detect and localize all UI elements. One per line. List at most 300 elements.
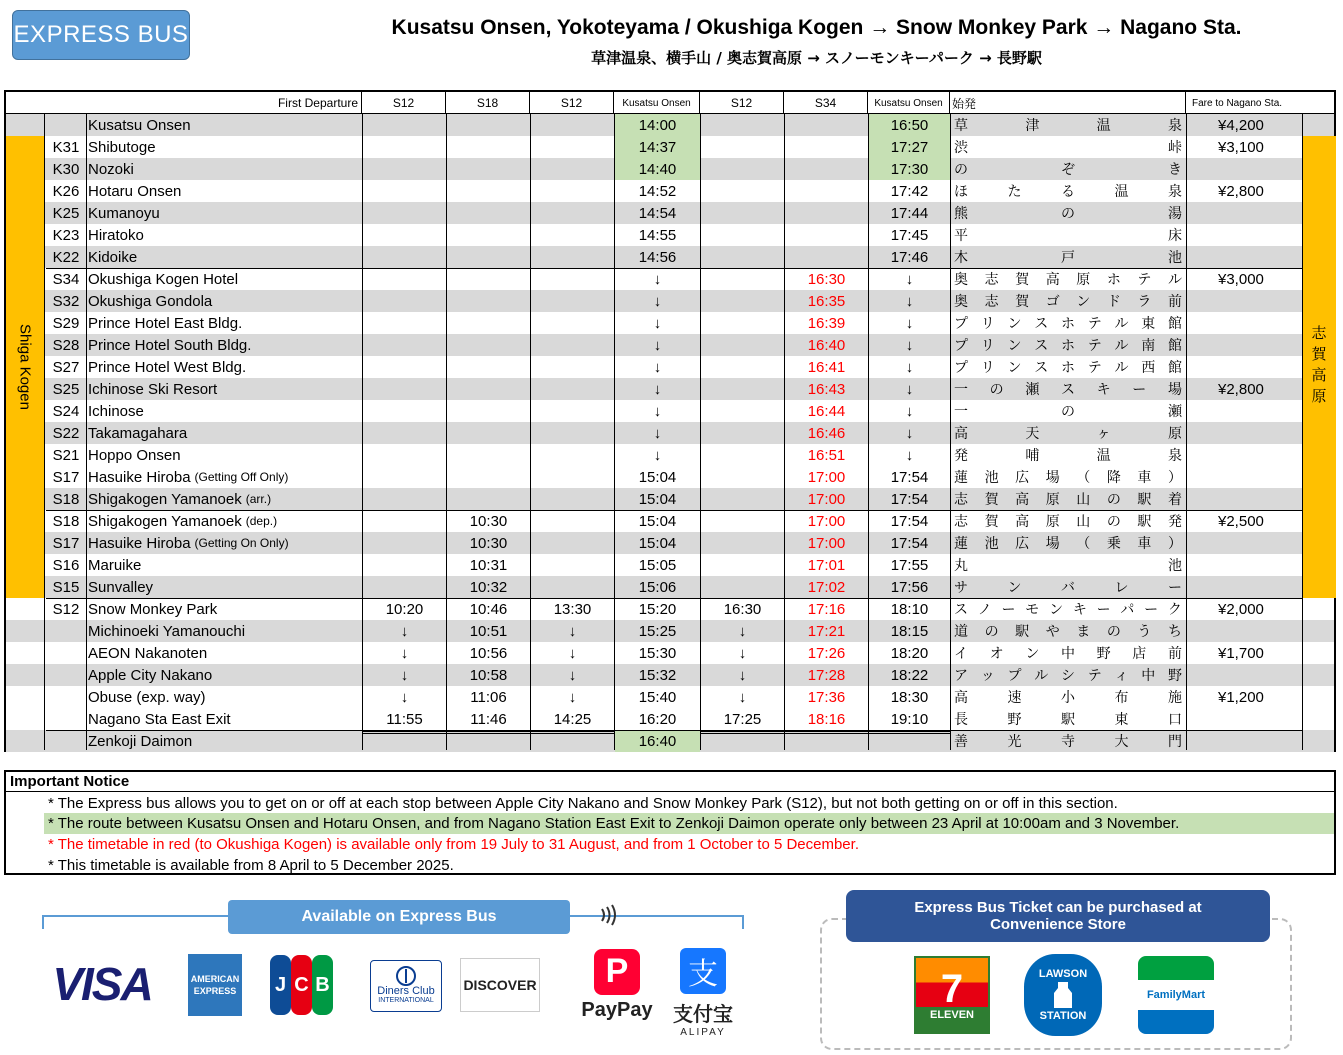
stop-name-text: Shigakogen Yamanoek — [88, 490, 242, 508]
departure-time: 11:55 — [386, 710, 423, 728]
departure-time: 17:00 — [807, 468, 846, 486]
departure-time — [785, 180, 868, 202]
departure-time: ↓ — [905, 424, 914, 442]
table-row — [6, 598, 1334, 620]
departure-time — [531, 136, 614, 158]
departure-time — [531, 444, 614, 466]
departure-time: 16:43 — [807, 380, 846, 398]
table-row — [6, 158, 1334, 180]
stop-name — [88, 510, 360, 532]
departure-time — [701, 444, 784, 466]
stop-code: S29 — [52, 314, 80, 332]
departure-time: 15:32 — [638, 666, 677, 684]
departure-time: 15:04 — [638, 490, 677, 508]
stop-code: S27 — [52, 358, 80, 376]
departure-time: 17:02 — [807, 578, 846, 596]
departure-time: 16:40 — [807, 336, 846, 354]
departure-time — [701, 246, 784, 268]
stop-name-text: Ichinose Ski Resort — [88, 380, 218, 398]
departure-time: 14:00 — [615, 114, 700, 136]
departure-time: 16:50 — [869, 114, 950, 136]
header-col-1: S12 — [362, 92, 446, 114]
stop-name-text: AEON Nakanoten — [88, 644, 208, 662]
table-row — [6, 488, 1334, 510]
departure-time — [785, 224, 868, 246]
departure-time: 15:20 — [638, 600, 677, 618]
departure-time: ↓ — [905, 380, 914, 398]
departure-time — [447, 378, 530, 400]
jcb-logo — [270, 955, 334, 1015]
departure-time: 10:30 — [469, 534, 508, 552]
stop-name-ja: ア ッ プ ル シ テ ィ 中 野 — [954, 668, 1182, 684]
stop-name-text: Prince Hotel East Bldg. — [88, 314, 243, 332]
stop-name-ja: 発 哺 温 泉 — [954, 448, 1182, 464]
departure-time — [531, 576, 614, 598]
table-row — [6, 466, 1334, 488]
departure-time — [447, 268, 530, 290]
departure-time — [701, 466, 784, 488]
departure-time: 17:42 — [890, 182, 929, 200]
departure-time: 17:21 — [807, 622, 846, 640]
table-row — [6, 114, 1334, 136]
stop-name-note: (Getting On Only) — [194, 536, 289, 550]
stop-name — [88, 466, 360, 488]
departure-time: ↓ — [400, 644, 409, 662]
stop-name — [88, 422, 360, 444]
stop-name-ja: サ ン バ レ ー — [954, 580, 1182, 596]
table-row — [6, 642, 1334, 664]
stop-name-text: Kidoike — [88, 248, 138, 266]
stop-name — [88, 532, 360, 554]
stop-name-ja: 一 の 瀬 — [954, 404, 1182, 420]
departure-time: 17:01 — [807, 556, 846, 574]
departure-time — [531, 246, 614, 268]
departure-time — [785, 246, 868, 268]
departure-time: 17:46 — [890, 248, 929, 266]
departure-time: 17:45 — [890, 226, 929, 244]
stop-name-ja: イ オ ン 中 野 店 前 — [954, 646, 1182, 662]
departure-time: 18:16 — [807, 710, 846, 728]
departure-time — [531, 378, 614, 400]
stop-name-ja: 高 天 ヶ 原 — [954, 426, 1182, 442]
stop-name-ja: 熊 の 湯 — [954, 206, 1182, 222]
alipay-mark-icon: 支 — [680, 948, 726, 994]
departure-time: 16:30 — [723, 600, 762, 618]
stop-name-text: Sunvalley — [88, 578, 154, 596]
departure-time — [531, 268, 614, 290]
stop-name-ja: 渋 峠 — [954, 140, 1182, 156]
departure-time: ↓ — [738, 666, 747, 684]
side-label-ja: 志賀高原 — [1309, 325, 1328, 409]
stop-code — [46, 730, 86, 752]
table-row — [6, 180, 1334, 202]
jcb-j: J — [270, 955, 291, 1015]
fare-value: ¥2,800 — [1218, 380, 1264, 398]
stop-name-ja: 蓮 池 広 場 （ 乗 車 ） — [954, 536, 1182, 552]
stop-name-ja: 志 賀 高 原 山 の 駅 着 — [954, 492, 1182, 508]
fare-value: ¥4,200 — [1218, 116, 1264, 134]
departure-time: 17:54 — [890, 490, 929, 508]
lawson-logo — [1024, 954, 1102, 1036]
departure-time — [701, 158, 784, 180]
stop-name-text: Okushiga Kogen Hotel — [88, 270, 239, 288]
table-row — [6, 620, 1334, 642]
departure-time: 17:56 — [890, 578, 929, 596]
departure-time — [447, 334, 530, 356]
table-row — [6, 334, 1334, 356]
stop-name-ja: 木 戸 池 — [954, 250, 1182, 266]
stop-name-ja: 一 の 瀬 ス キ ー 場 — [954, 382, 1182, 398]
stop-name — [88, 620, 360, 642]
header-first-departure: First Departure — [46, 92, 362, 114]
table-row — [6, 576, 1334, 598]
departure-time: ↓ — [905, 402, 914, 420]
departure-time: ↓ — [905, 358, 914, 376]
notice-line-1: * The Express bus allows you to get on or off at each stop between Apple City Nakano and Snow Monkey Park (S12), but not both getting on or off in this section. — [48, 795, 1118, 812]
departure-time: 16:46 — [807, 424, 846, 442]
stop-name-text: Michinoeki Yamanouchi — [88, 622, 246, 640]
table-row — [6, 444, 1334, 466]
departure-time: 14:52 — [638, 182, 677, 200]
side-band-shiga-kogen-ja — [1302, 136, 1336, 598]
stop-name — [88, 356, 360, 378]
stop-name — [88, 114, 360, 136]
stop-code — [46, 708, 86, 730]
stop-name-text: Hoppo Onsen — [88, 446, 181, 464]
departure-time: 17:27 — [869, 136, 950, 158]
stop-name-text: Hiratoko — [88, 226, 144, 244]
departure-time: 14:54 — [638, 204, 677, 222]
departure-time — [701, 576, 784, 598]
stop-name-text: Nagano Sta East Exit — [88, 710, 231, 728]
departure-time: 17:44 — [890, 204, 929, 222]
stop-code: S24 — [52, 402, 80, 420]
departure-time: 17:54 — [890, 512, 929, 530]
stop-code: S15 — [52, 578, 80, 596]
departure-time: 17:36 — [807, 688, 846, 706]
departure-time: ↓ — [400, 622, 409, 640]
departure-time — [701, 224, 784, 246]
departure-time — [363, 224, 446, 246]
departure-time — [363, 576, 446, 598]
departure-time — [447, 136, 530, 158]
table-row — [6, 686, 1334, 708]
departure-time: 10:51 — [469, 622, 508, 640]
table-row — [6, 202, 1334, 224]
departure-time — [363, 158, 446, 180]
fare-value — [1188, 730, 1300, 752]
stop-name-ja: 高 速 小 布 施 — [954, 690, 1182, 706]
departure-time — [785, 202, 868, 224]
stop-name-text: Zenkoji Daimon — [88, 732, 193, 750]
table-row — [6, 356, 1334, 378]
departure-time — [701, 312, 784, 334]
fare-value — [1188, 444, 1300, 466]
departure-time: 16:39 — [807, 314, 846, 332]
departure-time — [701, 268, 784, 290]
departure-time: 17:28 — [807, 666, 846, 684]
fare-value — [1188, 312, 1300, 334]
departure-time — [363, 136, 446, 158]
stop-name-text: Shibutoge — [88, 138, 156, 156]
departure-time — [701, 290, 784, 312]
fare-value — [1188, 246, 1300, 268]
departure-time: 16:51 — [807, 446, 846, 464]
stop-name-text: Apple City Nakano — [88, 666, 213, 684]
departure-time: 10:46 — [469, 600, 508, 618]
departure-time: 17:54 — [890, 534, 929, 552]
table-row — [6, 510, 1334, 532]
jcb-c: C — [291, 955, 312, 1015]
stop-name-text: Prince Hotel West Bldg. — [88, 358, 247, 376]
stop-code: S28 — [52, 336, 80, 354]
fare-value: ¥2,000 — [1218, 600, 1264, 618]
stop-name-text: Obuse (exp. way) — [88, 688, 206, 706]
stop-name-ja: 草 津 温 泉 — [954, 118, 1182, 134]
stop-name-ja: プ リ ン ス ホ テ ル 南 館 — [954, 338, 1182, 354]
departure-time: ↓ — [738, 688, 747, 706]
stop-name-text: Kumanoyu — [88, 204, 160, 222]
stop-name-ja: 奥 志 賀 高 原 ホ テ ル — [954, 272, 1182, 288]
fare-value — [1188, 466, 1300, 488]
fare-value — [1188, 422, 1300, 444]
departure-time — [785, 114, 868, 136]
stop-name-ja: 奥 志 賀 ゴ ン ド ラ 前 — [954, 294, 1182, 310]
amex-text-1: AMERICAN — [190, 974, 240, 984]
departure-time — [447, 400, 530, 422]
departure-time — [531, 224, 614, 246]
diners-text-2: INTERNATIONAL — [378, 997, 434, 1004]
fare-value — [1188, 708, 1300, 730]
fare-value — [1188, 400, 1300, 422]
stop-code: S21 — [52, 446, 80, 464]
stop-code: S12 — [52, 600, 80, 618]
departure-time — [447, 312, 530, 334]
departure-time — [785, 136, 868, 158]
stop-name — [88, 554, 360, 576]
notice-line-2: * The route between Kusatsu Onsen and Hotaru Onsen, and from Nagano Station East Exit to Zenkoji Daimon operate only between 23 April at 10:00am and 3 November. — [44, 813, 1334, 834]
stop-name-ja: 丸 池 — [954, 558, 1182, 574]
departure-time: 10:31 — [469, 556, 508, 574]
stop-code: S25 — [52, 380, 80, 398]
departure-time: 16:40 — [615, 730, 700, 752]
departure-time: ↓ — [400, 688, 409, 706]
departure-time — [785, 158, 868, 180]
departure-time — [363, 444, 446, 466]
departure-time: 16:44 — [807, 402, 846, 420]
fare-value — [1188, 290, 1300, 312]
alipay-label-en: ALIPAY — [680, 1027, 726, 1038]
departure-time: 19:10 — [890, 710, 929, 728]
departure-time: 16:35 — [807, 292, 846, 310]
departure-time — [701, 488, 784, 510]
fare-value — [1188, 532, 1300, 554]
fare-value: ¥3,000 — [1218, 270, 1264, 288]
departure-time — [701, 554, 784, 576]
table-row — [6, 136, 1334, 158]
stop-name — [88, 400, 360, 422]
stop-name-text: Maruike — [88, 556, 142, 574]
header-col-5: S12 — [700, 92, 784, 114]
departure-time — [447, 488, 530, 510]
departure-time: 10:30 — [469, 512, 508, 530]
table-row — [6, 400, 1334, 422]
departure-time — [363, 554, 446, 576]
departure-time: 10:58 — [469, 666, 508, 684]
departure-time: ↓ — [653, 380, 662, 398]
familymart-text: FamilyMart — [1138, 980, 1214, 1010]
departure-time: 18:22 — [890, 666, 929, 684]
departure-time — [363, 180, 446, 202]
stop-name — [88, 708, 360, 730]
departure-time: 17:30 — [869, 158, 950, 180]
departure-time — [447, 246, 530, 268]
stop-name — [88, 136, 360, 158]
stop-code — [46, 620, 86, 642]
departure-time — [447, 444, 530, 466]
stop-name — [88, 488, 360, 510]
departure-time — [531, 334, 614, 356]
fare-value: ¥3,100 — [1218, 138, 1264, 156]
stop-name-note: (Getting Off Only) — [194, 470, 289, 484]
departure-time — [447, 290, 530, 312]
departure-time — [701, 356, 784, 378]
timetable — [4, 90, 1336, 752]
departure-time: ↓ — [738, 644, 747, 662]
table-row — [6, 664, 1334, 686]
departure-time — [531, 488, 614, 510]
fare-value — [1188, 356, 1300, 378]
stop-name — [88, 290, 360, 312]
notice-line-4: * This timetable is available from 8 April to 5 December 2025. — [48, 857, 454, 874]
stop-name-ja: の ぞ き — [954, 162, 1182, 178]
departure-time: ↓ — [653, 424, 662, 442]
departure-time: ↓ — [568, 622, 577, 640]
departure-time — [531, 554, 614, 576]
departure-time — [531, 202, 614, 224]
table-row — [6, 554, 1334, 576]
departure-time — [363, 532, 446, 554]
departure-time: ↓ — [653, 446, 662, 464]
departure-time: 15:04 — [638, 512, 677, 530]
fare-value — [1188, 576, 1300, 598]
paypay-label: PayPay — [581, 998, 653, 1021]
departure-time — [701, 136, 784, 158]
page-title-ja: 草津温泉、横手山 / 奥志賀高原 → スノーモンキーパーク → 長野駅 — [591, 49, 1042, 67]
departure-time — [363, 246, 446, 268]
stop-name — [88, 334, 360, 356]
departure-time — [447, 202, 530, 224]
departure-time — [701, 510, 784, 532]
departure-time: 15:04 — [638, 534, 677, 552]
stop-name — [88, 642, 360, 664]
store-heading — [846, 890, 1270, 942]
stop-name — [88, 444, 360, 466]
departure-time: ↓ — [568, 666, 577, 684]
fare-value — [1188, 158, 1300, 180]
header-col-7: Kusatsu Onsen — [868, 92, 950, 114]
departure-time — [363, 114, 446, 136]
departure-time — [447, 466, 530, 488]
store-heading-2: Convenience Store — [990, 916, 1126, 933]
departure-time: 18:15 — [890, 622, 929, 640]
departure-time: 17:26 — [807, 644, 846, 662]
departure-time: 17:00 — [807, 512, 846, 530]
stop-name-ja: 長 野 駅 東 口 — [954, 712, 1182, 728]
departure-time: 10:56 — [469, 644, 508, 662]
departure-time — [701, 334, 784, 356]
fare-value: ¥1,700 — [1218, 644, 1264, 662]
header-col-4: Kusatsu Onsen — [614, 92, 700, 114]
departure-time: 17:54 — [890, 468, 929, 486]
table-row — [6, 532, 1334, 554]
departure-time: 17:16 — [807, 600, 846, 618]
departure-time: ↓ — [653, 402, 662, 420]
lawson-text-2: STATION — [1039, 1010, 1087, 1022]
departure-time: 18:30 — [890, 688, 929, 706]
stop-name-ja: 蓮 池 広 場 （ 降 車 ） — [954, 470, 1182, 486]
stop-code: K23 — [52, 226, 80, 244]
departure-time — [363, 400, 446, 422]
departure-time: 10:20 — [385, 600, 424, 618]
stop-name — [88, 224, 360, 246]
stop-name — [88, 180, 360, 202]
stop-code: K26 — [52, 182, 80, 200]
notice-line-3: * The timetable in red (to Okushiga Kogen) is available only from 19 July to 31 August, and from 1 October to 5 December. — [48, 836, 859, 853]
departure-time: ↓ — [568, 644, 577, 662]
fare-value — [1188, 202, 1300, 224]
discover-logo: DISCOVER — [460, 958, 540, 1012]
fare-value: ¥1,200 — [1218, 688, 1264, 706]
stop-code: S17 — [52, 468, 80, 486]
stop-name-ja: プ リ ン ス ホ テ ル 西 館 — [954, 360, 1182, 376]
stop-code: S17 — [52, 534, 80, 552]
stop-name — [88, 378, 360, 400]
departure-time — [447, 224, 530, 246]
payment-section — [42, 900, 744, 940]
departure-time: 15:05 — [638, 556, 677, 574]
stop-name-text: Hasuike Hiroba — [88, 534, 191, 552]
fare-value — [1188, 554, 1300, 576]
departure-time: 16:30 — [807, 270, 846, 288]
stop-code — [46, 114, 86, 136]
departure-time: ↓ — [905, 270, 914, 288]
visa-logo: VISA — [52, 958, 152, 1010]
important-notice — [4, 770, 1336, 875]
paypay-mark-icon: P — [594, 949, 640, 995]
fare-value — [1188, 334, 1300, 356]
stop-name — [88, 312, 360, 334]
page-title-en: Kusatsu Onsen, Yokoteyama / Okushiga Kogen → Snow Monkey Park → Nagano Sta. — [391, 16, 1242, 39]
departure-time — [363, 268, 446, 290]
stop-code: S32 — [52, 292, 80, 310]
departure-time: 18:10 — [890, 600, 929, 618]
diners-club-logo — [370, 960, 442, 1012]
departure-time: 18:20 — [890, 644, 929, 662]
stop-code: S16 — [52, 556, 80, 574]
stop-name-text: Okushiga Gondola — [88, 292, 213, 310]
stop-name — [88, 576, 360, 598]
stop-name-text: Hotaru Onsen — [88, 182, 182, 200]
stop-name — [88, 202, 360, 224]
stop-name-text: Takamagahara — [88, 424, 188, 442]
amex-logo — [188, 954, 242, 1016]
stop-name-text: Shigakogen Yamanoek — [88, 512, 242, 530]
departure-time — [363, 202, 446, 224]
table-row — [6, 246, 1334, 268]
table-row — [6, 378, 1334, 400]
departure-time — [531, 422, 614, 444]
